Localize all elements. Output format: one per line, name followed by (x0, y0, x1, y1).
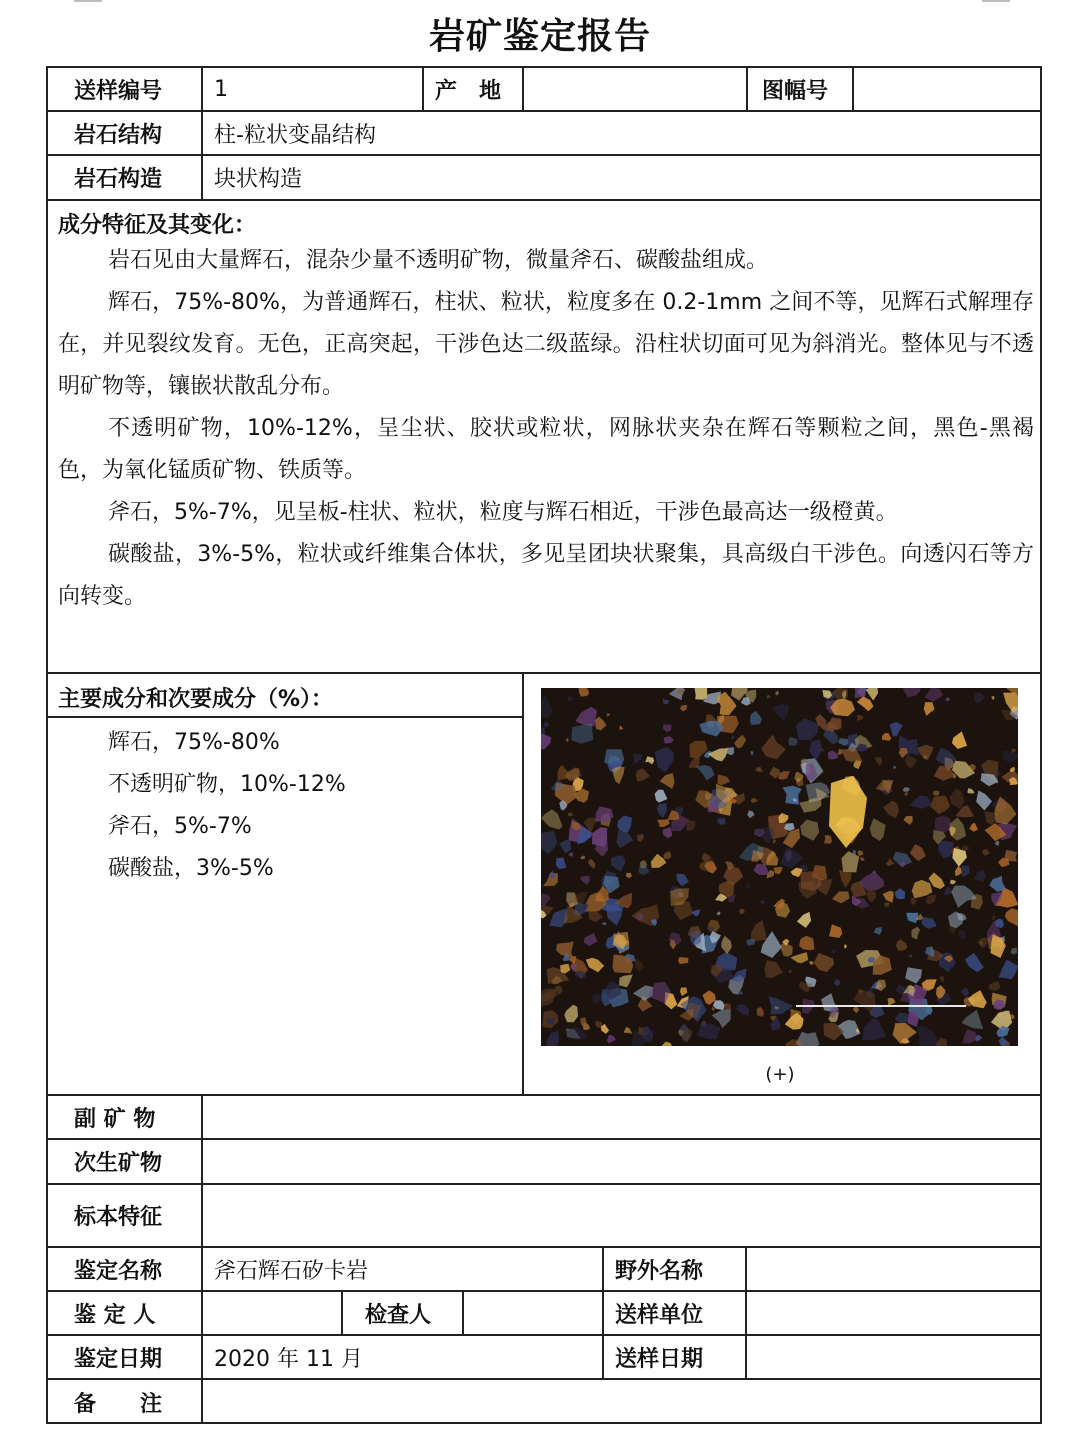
identification-date-value: 2020 年 11 月 (214, 1346, 363, 1372)
corner-mark-left (74, 0, 102, 2)
composition-text (58, 240, 1034, 618)
composition-paragraph: 岩石见由大量辉石，混杂少量不透明矿物，微量斧石、碳酸盐组成。 (108, 248, 769, 273)
row-divider (46, 154, 1042, 156)
col-divider (201, 1094, 203, 1424)
col-divider (522, 66, 524, 111)
rock-structure-value: 柱-粒状变晶结构 (214, 122, 376, 148)
main-components-list (108, 722, 346, 890)
col-divider (522, 672, 524, 1095)
identification-date-label: 鉴定日期 (74, 1346, 163, 1372)
row-divider (46, 1094, 1042, 1096)
rock-construct-label: 岩石构造 (74, 167, 163, 192)
thin-section-photo (541, 688, 1018, 1046)
accessory-mineral-label: 副 矿 物 (74, 1106, 156, 1132)
composition-paragraph: 斧石，5%-7%，见呈板-柱状、粒状，粒度与辉石相近，干涉色最高达一级橙黄。 (108, 500, 898, 525)
col-divider (602, 1246, 604, 1379)
component-item: 斧石，5%-7% (108, 814, 252, 839)
component-item: 碳酸盐，3%-5% (108, 856, 274, 881)
map-no-label: 图幅号 (762, 78, 829, 104)
col-divider (462, 1290, 464, 1335)
row-divider (46, 716, 524, 718)
composition-paragraph: 不透明矿物，10%-12%，呈尘状、胶状或粒状，网脉状夹杂在辉石等颗粒之间，黑色-黑褐色，为氧化锰质矿物、铁质等。 (58, 416, 1034, 483)
col-divider (422, 66, 424, 111)
composition-paragraph: 碳酸盐，3%-5%，粒状或纤维集合体状，多见呈团块状聚集，具高级白干涉色。向透闪石等方向转变。 (58, 542, 1034, 609)
row-divider (46, 1378, 1042, 1380)
identification-name-value: 斧石辉石矽卡岩 (214, 1258, 369, 1284)
corner-mark-right (982, 0, 1010, 2)
component-item: 不透明矿物，10%-12% (108, 772, 346, 797)
row-divider (46, 1138, 1042, 1140)
identifier-label: 鉴 定 人 (74, 1302, 156, 1328)
row-divider (46, 199, 1042, 201)
composition-title: 成分特征及其变化： (58, 213, 257, 238)
row-divider (46, 672, 1042, 674)
component-item: 辉石，75%-80% (108, 730, 280, 755)
row-divider (46, 1290, 1042, 1292)
row-divider (46, 1246, 1042, 1248)
specimen-feature-label: 标本特征 (74, 1205, 163, 1230)
sending-unit-label: 送样单位 (615, 1302, 704, 1328)
composition-paragraph: 辉石，75%-80%，为普通辉石，柱状、粒状，粒度多在 0.2-1mm 之间不等，见辉石式解理存在，并见裂纹发育。无色，正高突起，干涉色达二级蓝绿。沿柱状切面可见为斜消光。整体见与不透明矿物等，镶嵌状散乱分布。 (58, 290, 1034, 399)
col-divider (201, 66, 203, 200)
field-name-label: 野外名称 (615, 1258, 704, 1284)
rock-construct-value: 块状构造 (214, 167, 303, 192)
remark-label: 备 注 (74, 1391, 163, 1417)
report-title: 岩矿鉴定报告 (428, 16, 651, 57)
main-components-title: 主要成分和次要成分（%）： (58, 687, 334, 712)
row-divider (46, 1183, 1042, 1185)
secondary-mineral-label: 次生矿物 (74, 1151, 163, 1176)
checker-label: 检查人 (365, 1302, 432, 1328)
col-divider (745, 1246, 747, 1379)
identification-name-label: 鉴定名称 (74, 1258, 163, 1284)
col-divider (341, 1290, 343, 1335)
origin-label: 产 地 (435, 78, 502, 104)
col-divider (852, 66, 854, 111)
row-divider (46, 110, 1042, 112)
rock-structure-label: 岩石结构 (74, 122, 163, 148)
sample-no-label: 送样编号 (74, 78, 163, 104)
sending-date-label: 送样日期 (615, 1346, 704, 1372)
sample-no-value: 1 (214, 76, 228, 102)
photo-caption: (+) (765, 1064, 795, 1085)
row-divider (46, 1334, 1042, 1336)
col-divider (746, 66, 748, 111)
